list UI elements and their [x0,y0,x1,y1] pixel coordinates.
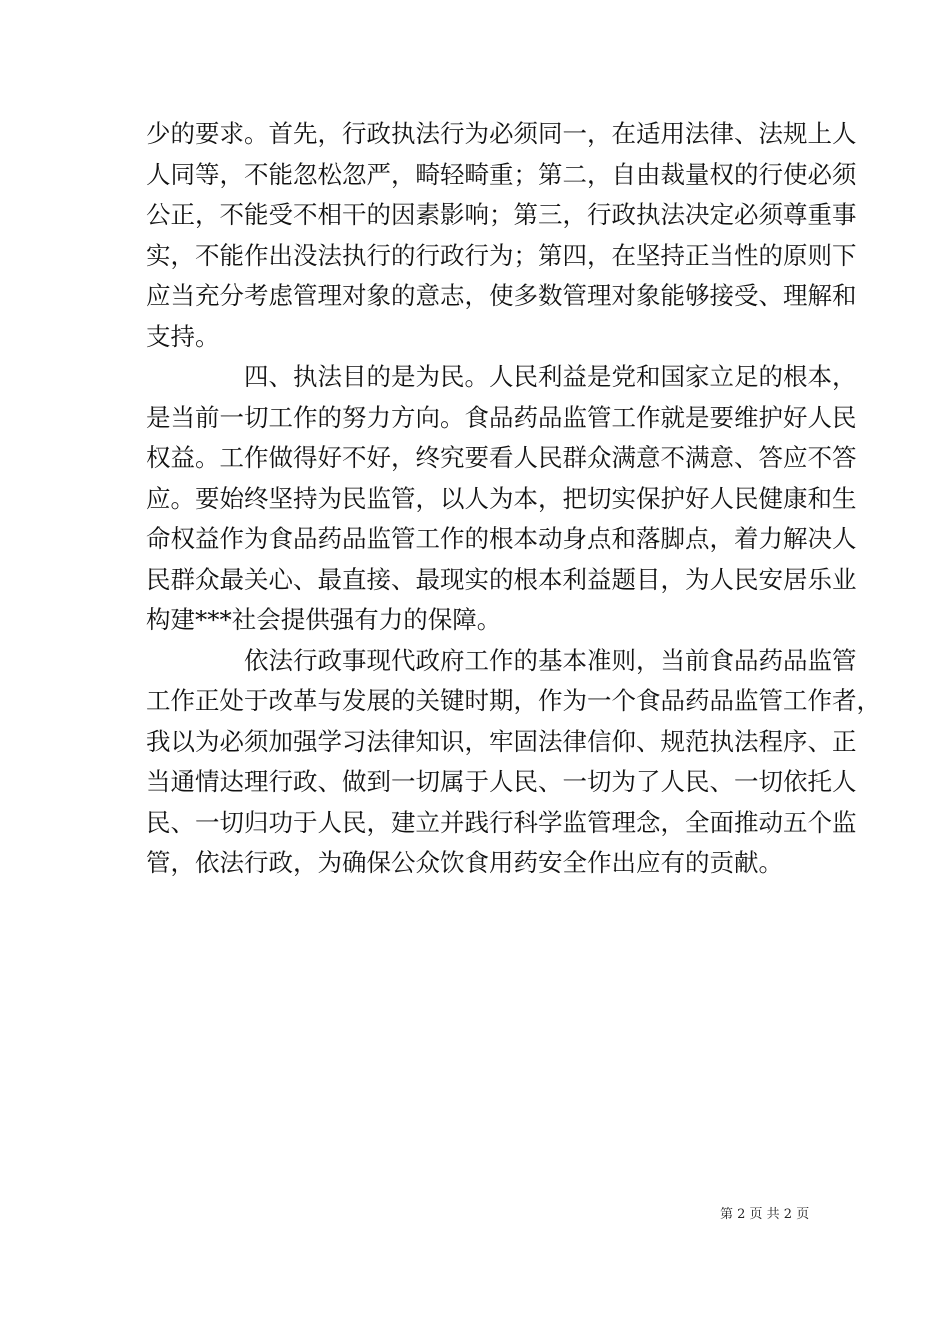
paragraph-2-line-2: 是当前一切工作的努力方向。食品药品监管工作就是要维护好人民 [146,402,857,432]
paragraph-3-line-2: 工作正处于改革与发展的关键时期，作为一个食品药品监管工作者， [146,686,881,715]
paragraph-2-line-7: 构建***社会提供强有力的保障。 [146,605,502,634]
paragraph-2-line-1: 四、执法目的是为民。人民利益是党和国家立足的根本， [244,362,857,391]
paragraph-3-line-5: 民、一切归功于人民，建立并践行科学监管理念，全面推动五个监 [146,807,857,837]
paragraph-3-line-4: 当通情达理行政、做到一切属于人民、一切为了人民、一切依托人 [146,767,857,796]
paragraph-1-line-6: 支持。 [146,321,220,351]
paragraph-2-line-4: 应。要始终坚持为民监管，以人为本，把切实保护好人民健康和生 [146,483,857,513]
paragraph-3-line-3: 我以为必须加强学习法律知识，牢固法律信仰、规范执法程序、正 [146,726,857,756]
paragraph-2-line-3: 权益。工作做得好不好，终究要看人民群众满意不满意、答应不答 [146,443,857,472]
paragraph-1-line-1: 少的要求。首先，行政执法行为必须同一，在适用法律、法规上人 [146,119,857,148]
paragraph-2-line-6: 民群众最关心、最直接、最现实的根本利益题目，为人民安居乐业 [146,564,857,594]
paragraph-1-line-2: 人同等，不能忽松忽严，畸轻畸重；第二，自由裁量权的行使必须 [146,159,857,189]
paragraph-1-line-5: 应当充分考虑管理对象的意志，使多数管理对象能够接受、理解和 [146,281,857,310]
paragraph-3-line-6: 管，依法行政，为确保公众饮食用药安全作出应有的贡献。 [146,848,783,877]
document-body [146,114,881,884]
page-number-footer: 第 2 页 共 2 页 [720,1207,810,1222]
paragraph-3-line-1: 依法行政事现代政府工作的基本准则，当前食品药品监管 [244,645,857,675]
paragraph-1-line-4: 实，不能作出没法执行的行政行为；第四，在坚持正当性的原则下 [146,240,857,270]
paragraph-1-line-3: 公正，不能受不相干的因素影响；第三，行政执法决定必须尊重事 [146,200,857,229]
paragraph-2-line-5: 命权益作为食品药品监管工作的根本动身点和落脚点，着力解决人 [146,524,857,553]
